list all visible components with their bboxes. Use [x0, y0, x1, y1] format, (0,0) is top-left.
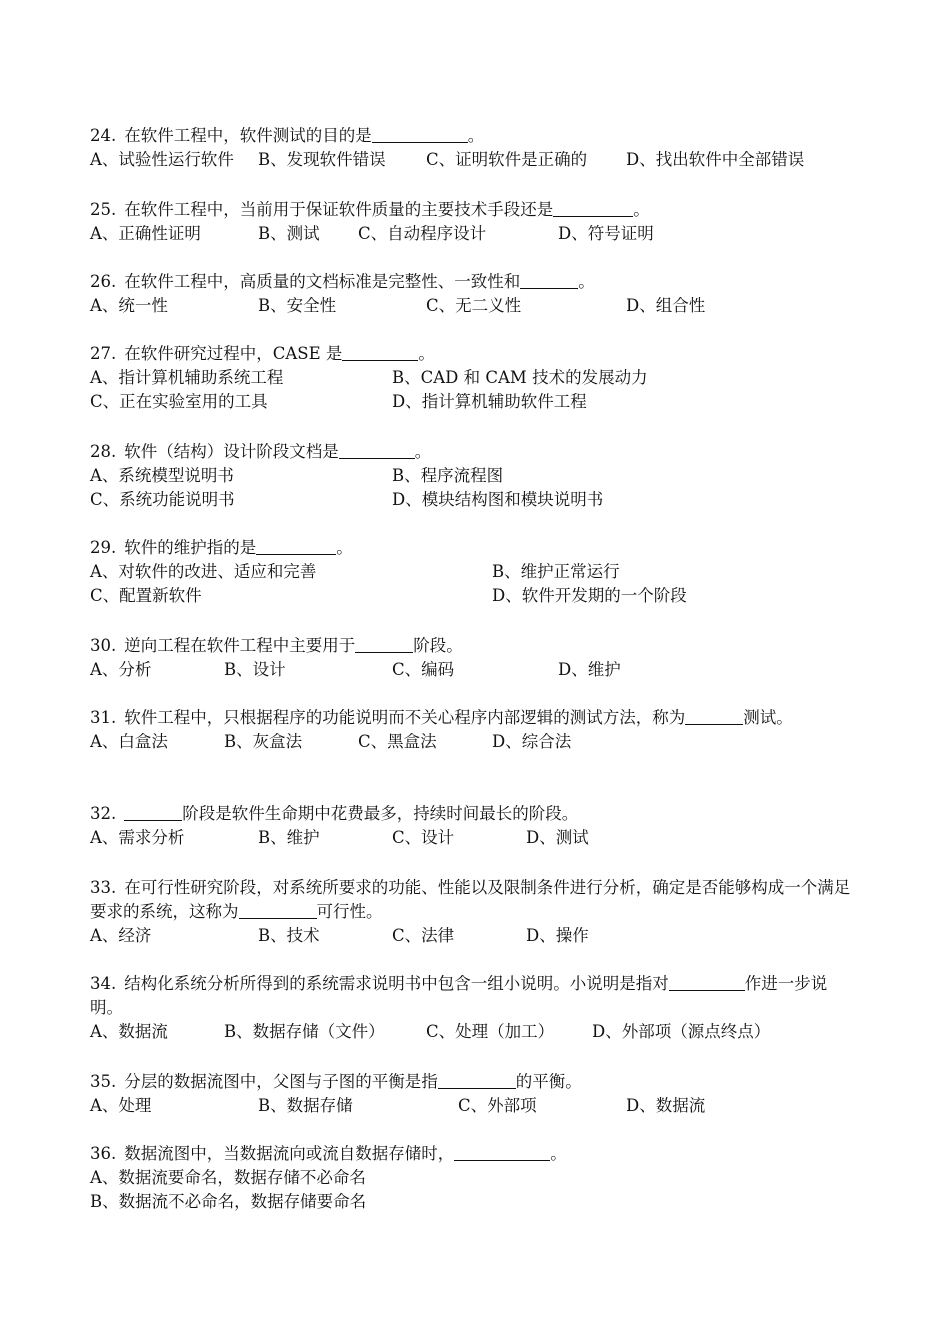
question-27 — [90, 342, 860, 414]
question-stem — [90, 440, 860, 464]
question-number: 32. — [90, 804, 117, 823]
answer-blank[interactable] — [520, 272, 578, 289]
question-number: 33. — [90, 878, 117, 897]
question-text-end: 。 — [414, 442, 432, 461]
answer-blank[interactable] — [124, 804, 182, 821]
options-row — [90, 1190, 860, 1214]
option-d[interactable]: D、综合法 — [492, 732, 572, 751]
question-number: 27. — [90, 344, 117, 363]
question-text: 软件（结构）设计阶段文档是 — [124, 442, 339, 461]
option-a[interactable]: A、分析 — [90, 660, 152, 679]
options-row — [90, 826, 860, 850]
question-text-end: 阶段。 — [413, 636, 463, 655]
option-a[interactable]: A、统一性 — [90, 296, 168, 315]
options-row — [90, 390, 860, 414]
options-row — [90, 366, 860, 390]
answer-blank[interactable] — [669, 974, 745, 991]
option-c[interactable]: C、系统功能说明书 — [90, 490, 235, 509]
question-number: 24. — [90, 126, 117, 145]
question-stem — [90, 124, 860, 148]
option-d[interactable]: D、组合性 — [626, 296, 706, 315]
option-c[interactable]: C、无二义性 — [426, 296, 522, 315]
question-number: 35. — [90, 1072, 117, 1091]
options-row — [90, 1166, 860, 1190]
option-a[interactable]: A、数据流 — [90, 1022, 168, 1041]
options-row — [90, 730, 860, 754]
options-row — [90, 488, 860, 512]
answer-blank[interactable] — [553, 200, 633, 217]
question-text-end: 的平衡。 — [515, 1072, 582, 1091]
question-24 — [90, 124, 860, 172]
option-d[interactable]: D、操作 — [526, 926, 589, 945]
option-a[interactable]: A、指计算机辅助系统工程 — [90, 368, 284, 387]
options-row — [90, 1094, 860, 1118]
option-d[interactable]: D、模块结构图和模块说明书 — [392, 490, 604, 509]
question-text-end: 。 — [633, 200, 650, 219]
option-b[interactable]: B、安全性 — [258, 296, 337, 315]
question-33 — [90, 876, 860, 948]
question-number: 25. — [90, 200, 117, 219]
option-c[interactable]: C、设计 — [392, 828, 455, 847]
question-text: 软件的维护指的是 — [124, 538, 257, 557]
option-c[interactable]: C、外部项 — [458, 1096, 537, 1115]
question-number: 34. — [90, 974, 117, 993]
option-b[interactable]: B、维护正常运行 — [492, 562, 620, 581]
question-26 — [90, 270, 860, 318]
option-c[interactable]: C、处理（加工） — [426, 1022, 555, 1041]
option-d[interactable]: D、软件开发期的一个阶段 — [492, 586, 687, 605]
question-29 — [90, 536, 860, 608]
options-row — [90, 584, 860, 608]
question-34 — [90, 972, 860, 1044]
question-stem — [90, 802, 860, 826]
option-a[interactable]: A、需求分析 — [90, 828, 185, 847]
option-c[interactable]: C、证明软件是正确的 — [426, 150, 588, 169]
option-d[interactable]: D、指计算机辅助软件工程 — [392, 392, 587, 411]
answer-blank[interactable] — [355, 636, 413, 653]
question-text-end: 。 — [418, 344, 435, 363]
question-stem — [90, 972, 860, 1020]
question-30 — [90, 634, 860, 682]
option-c[interactable]: C、正在实验室用的工具 — [90, 392, 268, 411]
option-b[interactable]: B、维护 — [258, 828, 320, 847]
options-row — [90, 294, 860, 318]
option-c[interactable]: C、编码 — [392, 660, 455, 679]
question-number: 31. — [90, 708, 117, 727]
question-text-end: 。 — [578, 272, 595, 291]
question-number: 28. — [90, 442, 117, 461]
question-text: 在软件工程中，高质量的文档标准是完整性、一致性和 — [124, 272, 521, 291]
options-row — [90, 658, 860, 682]
option-b[interactable]: B、测试 — [258, 224, 320, 243]
option-b[interactable]: B、灰盒法 — [224, 732, 303, 751]
option-a[interactable]: A、经济 — [90, 926, 152, 945]
options-row — [90, 222, 860, 246]
answer-blank[interactable] — [239, 902, 317, 919]
question-number: 36. — [90, 1144, 117, 1163]
options-row — [90, 924, 860, 948]
option-d[interactable]: D、找出软件中全部错误 — [626, 150, 805, 169]
option-d[interactable]: D、外部项（源点终点） — [592, 1022, 771, 1041]
answer-blank[interactable] — [339, 442, 415, 459]
answer-blank[interactable] — [438, 1072, 516, 1089]
answer-blank[interactable] — [256, 538, 336, 555]
question-31 — [90, 706, 860, 754]
question-number: 29. — [90, 538, 117, 557]
options-row — [90, 148, 860, 172]
option-b[interactable]: B、数据存储 — [258, 1096, 353, 1115]
question-stem — [90, 536, 860, 560]
question-text: 分层的数据流图中，父图与子图的平衡是指 — [124, 1072, 438, 1091]
answer-blank[interactable] — [685, 708, 743, 725]
question-36 — [90, 1142, 860, 1214]
question-stem — [90, 198, 860, 222]
option-a[interactable]: A、处理 — [90, 1096, 152, 1115]
question-35 — [90, 1070, 860, 1118]
option-c[interactable]: C、配置新软件 — [90, 586, 202, 605]
options-row — [90, 1020, 860, 1044]
option-c[interactable]: C、法律 — [392, 926, 455, 945]
question-text: 在软件工程中，当前用于保证软件质量的主要技术手段还是 — [124, 200, 554, 219]
option-b[interactable]: B、程序流程图 — [392, 466, 504, 485]
option-a[interactable]: A、数据流要命名，数据存储不必命名 — [90, 1168, 366, 1187]
question-text: 软件工程中，只根据程序的功能说明而不关心程序内部逻辑的测试方法，称为 — [124, 708, 686, 727]
option-a[interactable]: A、系统模型说明书 — [90, 466, 234, 485]
question-text: 在可行性研究阶段，对系统所要求的功能、性能以及限制条件进行分析，确定是否能够构成一个满足要求的系统，这称为 — [90, 878, 851, 921]
option-d[interactable]: D、维护 — [558, 660, 621, 679]
question-stem — [90, 270, 860, 294]
question-stem — [90, 1142, 860, 1166]
question-text-end: 。 — [336, 538, 353, 557]
option-b[interactable]: B、发现软件错误 — [258, 150, 386, 169]
question-32 — [90, 802, 860, 850]
options-row — [90, 560, 860, 584]
question-text: 数据流图中，当数据流向或流自数据存储时， — [124, 1144, 455, 1163]
question-stem — [90, 1070, 860, 1094]
question-number: 30. — [90, 636, 117, 655]
question-text: 在软件研究过程中，CASE 是 — [124, 344, 343, 363]
option-a[interactable]: A、白盒法 — [90, 732, 168, 751]
question-number: 26. — [90, 272, 117, 291]
option-a[interactable]: A、正确性证明 — [90, 224, 201, 243]
question-stem — [90, 706, 860, 730]
answer-blank[interactable] — [342, 344, 418, 361]
option-d[interactable]: D、符号证明 — [558, 224, 654, 243]
question-text-end: 。 — [550, 1144, 567, 1163]
option-b[interactable]: B、技术 — [258, 926, 320, 945]
question-stem — [90, 342, 860, 366]
option-a[interactable]: A、对软件的改进、适应和完善 — [90, 562, 317, 581]
option-d[interactable]: D、测试 — [526, 828, 589, 847]
option-a[interactable]: A、试验性运行软件 — [90, 150, 234, 169]
question-text-end: 。 — [467, 126, 485, 145]
question-text-end: 测试。 — [743, 708, 793, 727]
question-text: 逆向工程在软件工程中主要用于 — [124, 636, 356, 655]
question-28 — [90, 440, 860, 512]
question-text: 在软件工程中，软件测试的目的是 — [124, 126, 372, 145]
question-text-end: 阶段是软件生命期中花费最多，持续时间最长的阶段。 — [182, 804, 579, 823]
question-text-end: 作进一步说明。 — [90, 974, 828, 1017]
question-stem — [90, 876, 860, 924]
option-c[interactable]: C、自动程序设计 — [358, 224, 487, 243]
option-d[interactable]: D、数据流 — [626, 1096, 706, 1115]
question-25 — [90, 198, 860, 246]
question-text: 结构化系统分析所得到的系统需求说明书中包含一组小说明。小说明是指对 — [124, 974, 669, 993]
option-b[interactable]: B、设计 — [224, 660, 286, 679]
options-row — [90, 464, 860, 488]
option-b[interactable]: B、数据流不必命名，数据存储要命名 — [90, 1192, 367, 1211]
answer-blank[interactable] — [454, 1144, 550, 1161]
question-stem — [90, 634, 860, 658]
option-b[interactable]: B、CAD 和 CAM 技术的发展动力 — [392, 368, 648, 387]
answer-blank[interactable] — [372, 126, 468, 143]
question-text-end: 可行性。 — [316, 902, 383, 921]
option-c[interactable]: C、黑盒法 — [358, 732, 437, 751]
option-b[interactable]: B、数据存储（文件） — [224, 1022, 385, 1041]
